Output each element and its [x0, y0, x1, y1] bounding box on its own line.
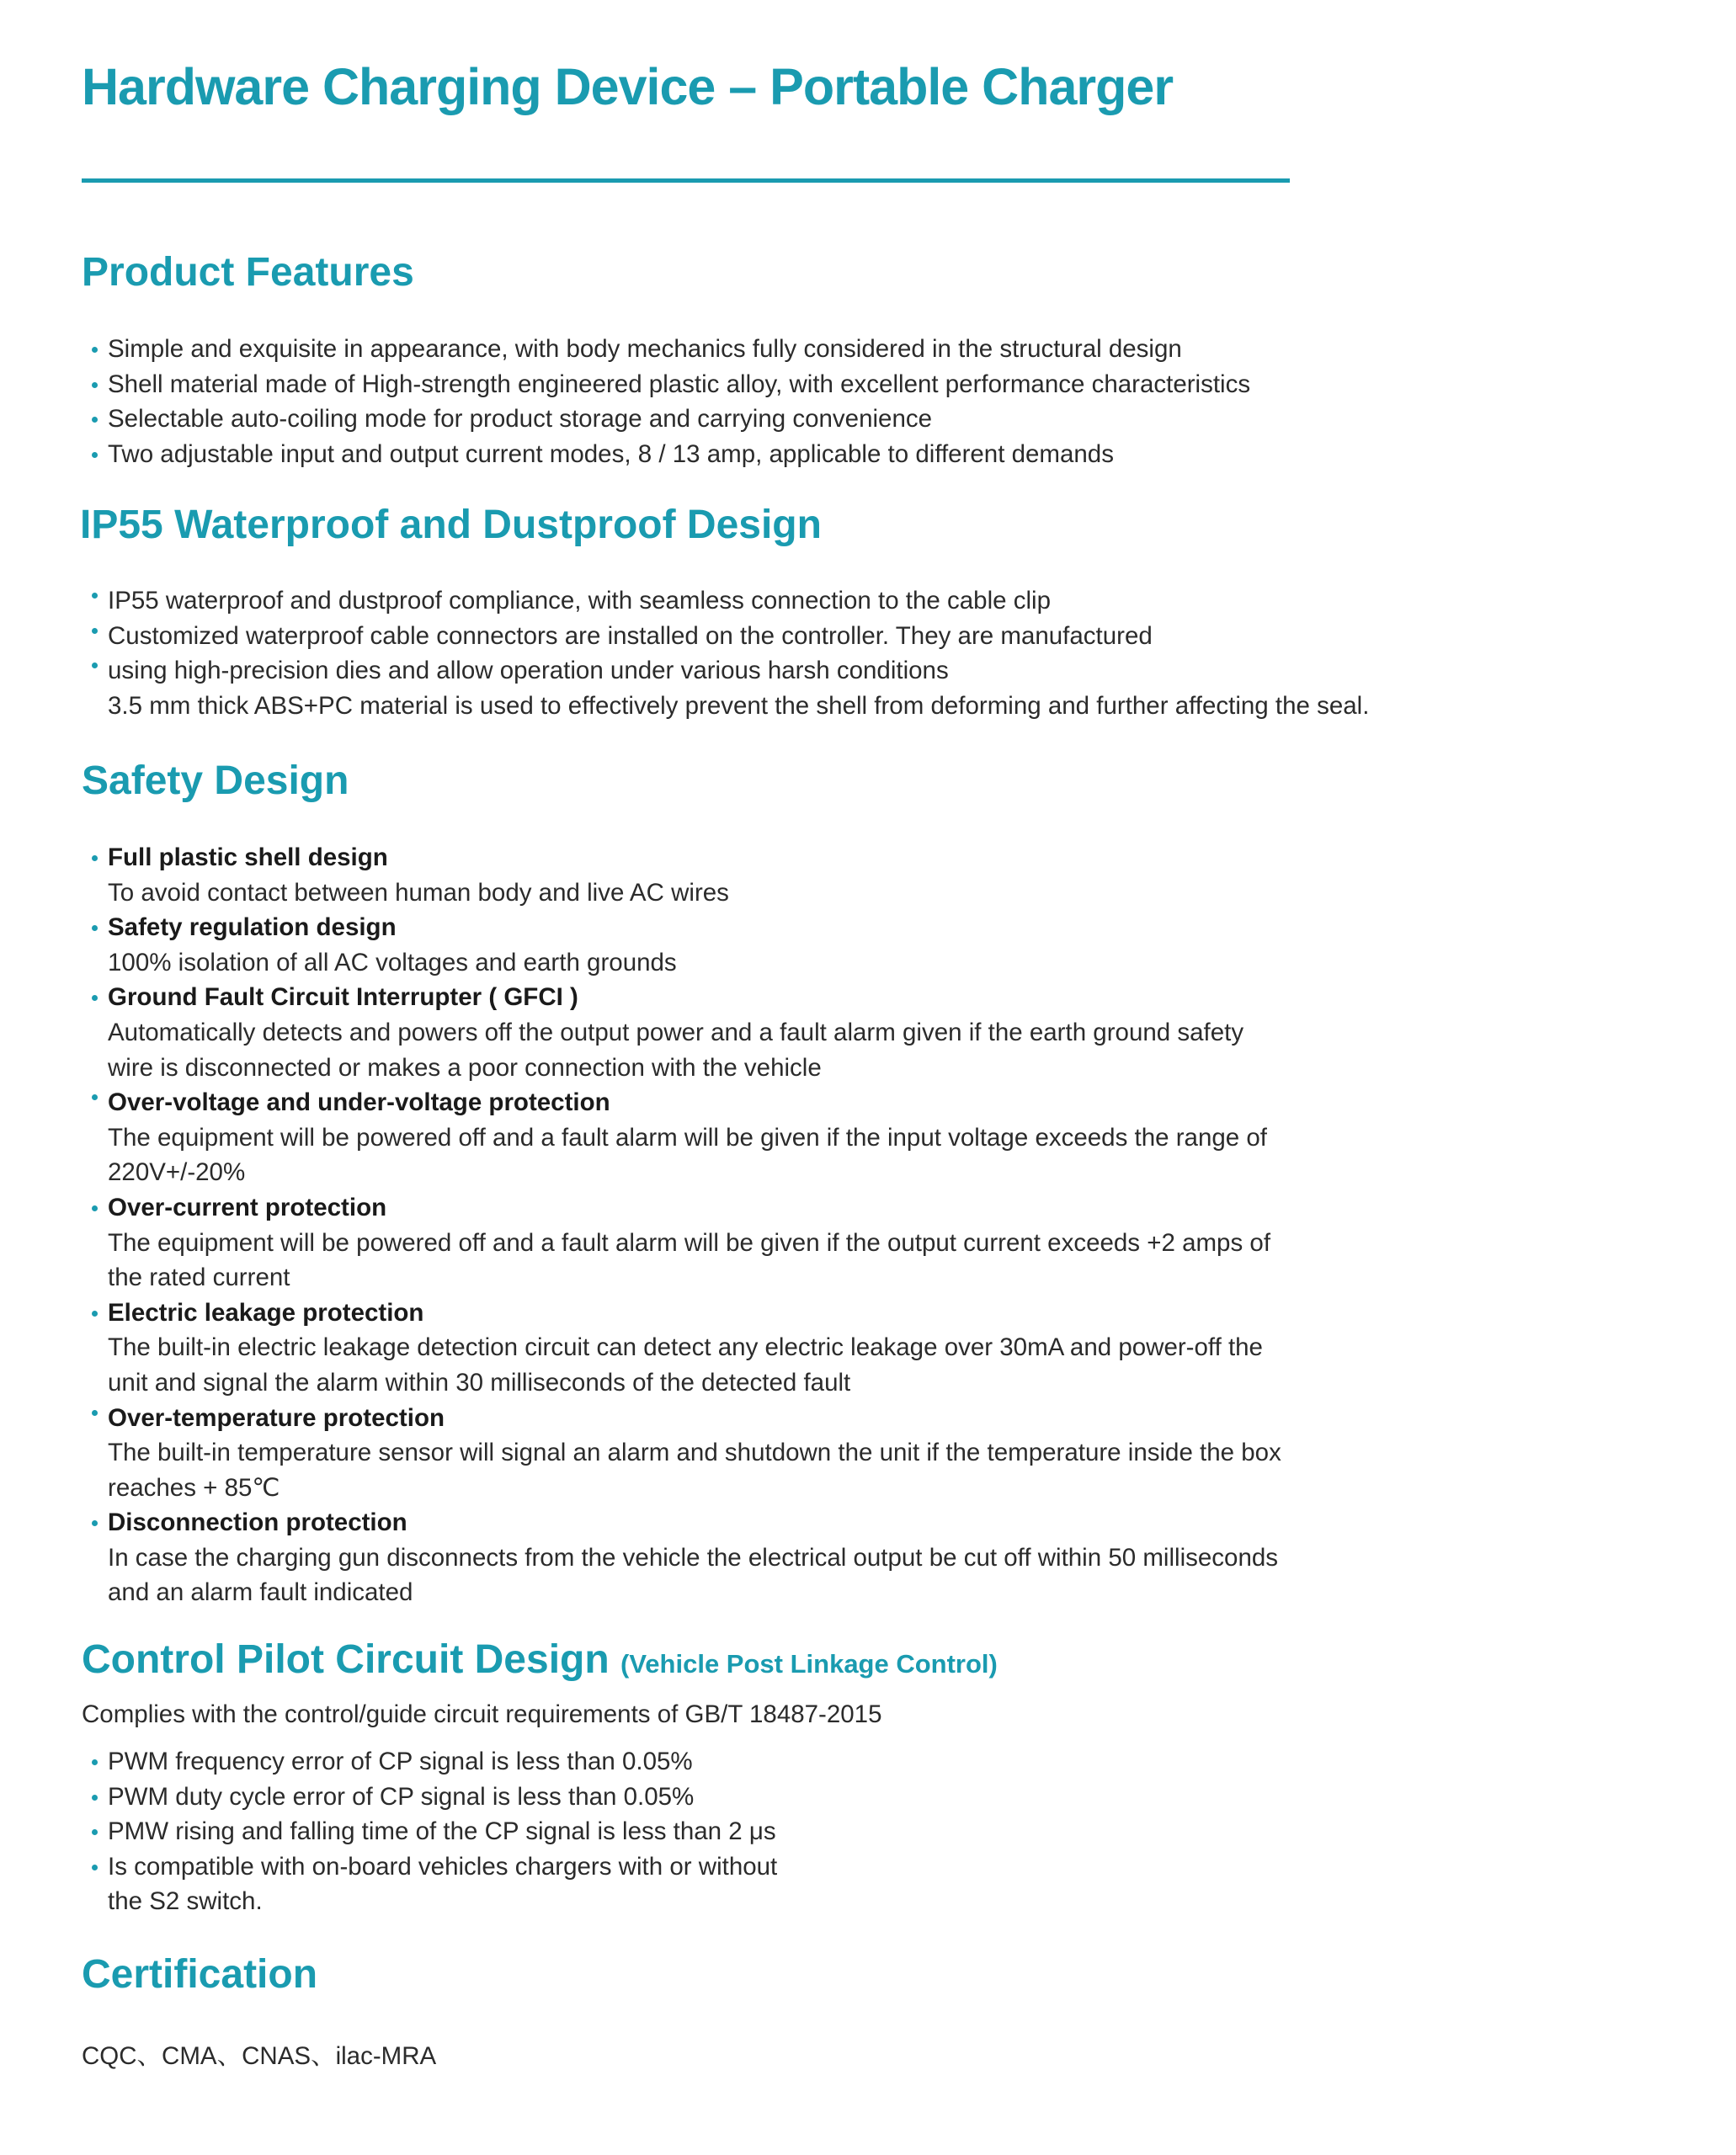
control-pilot-item: PWM frequency error of CP signal is less than 0.05%	[82, 1744, 777, 1780]
page-title: Hardware Charging Device – Portable Charger	[82, 58, 1174, 115]
feature-item: Two adjustable input and output current modes, 8 / 13 amp, applicable to different demands	[82, 437, 1250, 472]
control-pilot-heading-main: Control Pilot Circuit Design	[82, 1637, 610, 1682]
safety-item-text: The equipment will be powered off and a fault alarm will be given if the output current exceeds +2 amps of	[108, 1228, 1271, 1257]
safety-item-text: reaches + 85℃	[108, 1473, 280, 1502]
ip55-heading: IP55 Waterproof and Dustproof Design	[80, 503, 822, 547]
safety-item-text: In case the charging gun disconnects from the vehicle the electrical output be cut off within 50 milliseconds	[108, 1543, 1279, 1572]
safety-item-text: Automatically detects and powers off the output power and a fault alarm given if the earth ground safety	[108, 1018, 1244, 1046]
ip55-item: using high-precision dies and allow operation under various harsh conditions	[82, 653, 1369, 689]
safety-item-text: the rated current	[108, 1264, 290, 1292]
safety-item-text: The equipment will be powered off and a fault alarm will be given if the input voltage exceeds the range of	[108, 1123, 1267, 1152]
control-pilot-item: the S2 switch.	[108, 1887, 263, 1915]
safety-item-text: 100% isolation of all AC voltages and earth grounds	[108, 948, 677, 976]
safety-design-list	[82, 840, 1281, 1610]
control-pilot-item: Is compatible with on-board vehicles chargers with or without	[82, 1849, 777, 1885]
safety-item-text: 220V+/-20%	[108, 1158, 246, 1187]
safety-item-title: Disconnection protection	[82, 1505, 1281, 1540]
safety-item-title: Electric leakage protection	[82, 1296, 1281, 1331]
control-pilot-heading	[82, 1636, 998, 1683]
ip55-list	[82, 583, 1369, 723]
safety-item-title: Full plastic shell design	[82, 840, 1281, 875]
feature-item: Shell material made of High-strength engineered plastic alloy, with excellent performance characteristics	[82, 367, 1250, 402]
feature-item: Selectable auto-coiling mode for product storage and carrying convenience	[82, 402, 1250, 437]
safety-item-text: wire is disconnected or makes a poor connection with the vehicle	[108, 1053, 822, 1082]
safety-item-text: To avoid contact between human body and live AC wires	[108, 878, 729, 907]
certification-heading: Certification	[82, 1952, 318, 1997]
safety-item-title: Safety regulation design	[82, 910, 1281, 945]
title-divider	[82, 178, 1290, 183]
certification-list: CQC、CMA、CNAS、ilac-MRA	[82, 2042, 437, 2070]
safety-design-heading: Safety Design	[82, 758, 349, 803]
safety-item-title: Ground Fault Circuit Interrupter ( GFCI )	[82, 980, 1281, 1015]
control-pilot-subheading: (Vehicle Post Linkage Control)	[620, 1649, 998, 1679]
safety-item-title: Over-temperature protection	[82, 1401, 1281, 1436]
control-pilot-item: PMW rising and falling time of the CP signal is less than 2 μs	[82, 1814, 777, 1849]
safety-item-title: Over-voltage and under-voltage protection	[82, 1085, 1281, 1120]
safety-item-text: and an alarm fault indicated	[108, 1578, 413, 1607]
safety-item-text: unit and signal the alarm within 30 milliseconds of the detected fault	[108, 1368, 851, 1397]
control-pilot-intro: Complies with the control/guide circuit requirements of GB/T 18487-2015	[82, 1700, 882, 1728]
safety-item-text: The built-in temperature sensor will signal an alarm and shutdown the unit if the temperature inside the box	[108, 1439, 1281, 1467]
ip55-item: IP55 waterproof and dustproof compliance, with seamless connection to the cable clip	[82, 583, 1369, 619]
control-pilot-item: PWM duty cycle error of CP signal is less than 0.05%	[82, 1780, 777, 1815]
control-pilot-list	[82, 1744, 777, 1919]
safety-item-text: The built-in electric leakage detection circuit can detect any electric leakage over 30mA and power-off the	[108, 1333, 1263, 1362]
feature-item: Simple and exquisite in appearance, with body mechanics fully considered in the structural design	[82, 332, 1250, 367]
product-features-list	[82, 332, 1250, 471]
safety-item-title: Over-current protection	[82, 1190, 1281, 1226]
ip55-item: 3.5 mm thick ABS+PC material is used to effectively prevent the shell from deforming and further affecting the seal.	[108, 691, 1370, 720]
product-features-heading: Product Features	[82, 250, 414, 295]
ip55-item: Customized waterproof cable connectors are installed on the controller. They are manufactured	[82, 619, 1369, 654]
